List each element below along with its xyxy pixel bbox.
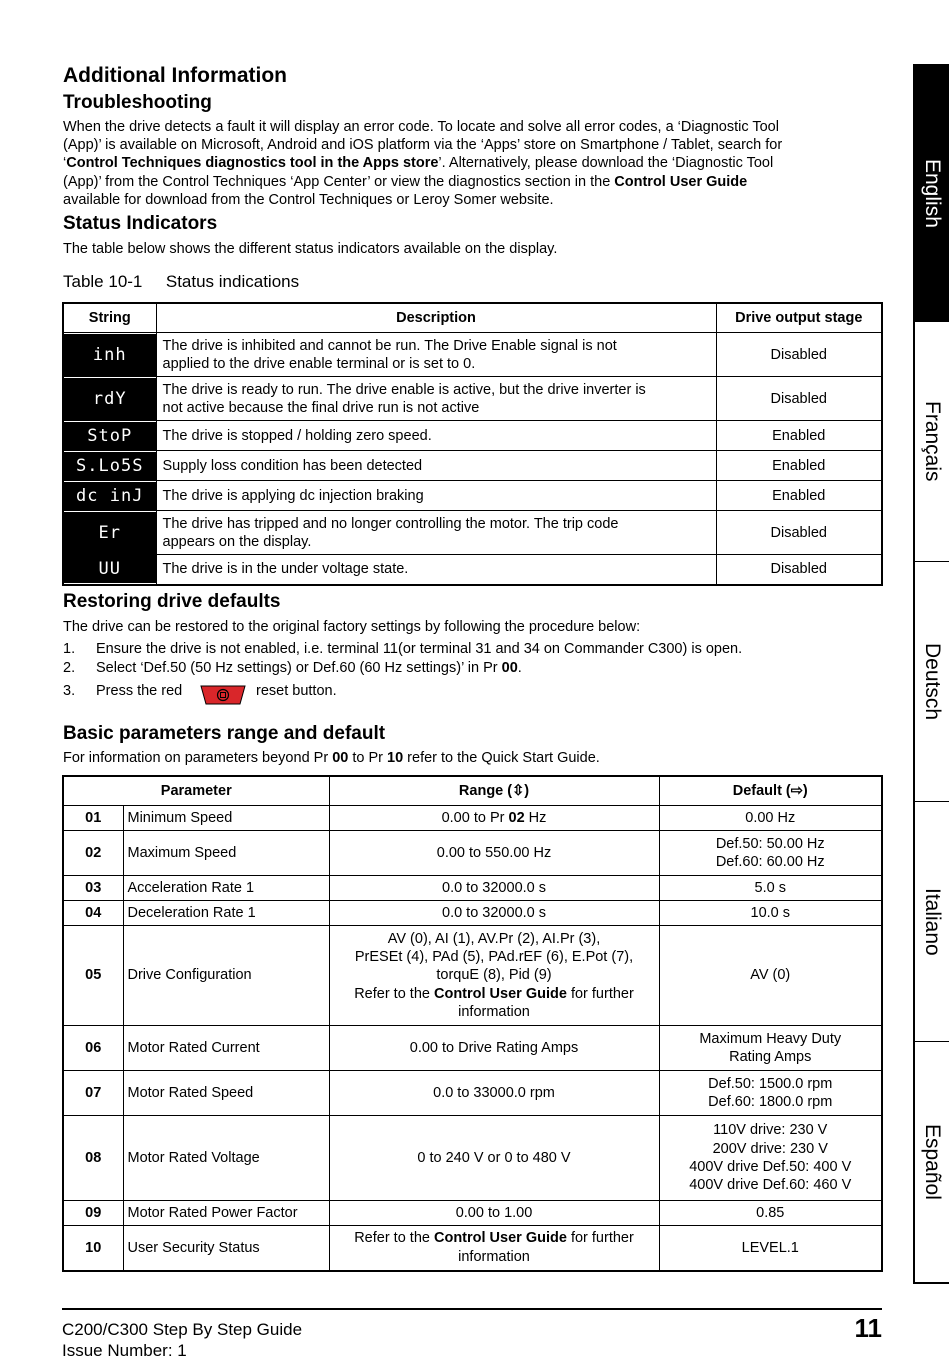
param-name: Drive Configuration (123, 926, 329, 1026)
status-description: Supply loss condition has been detected (162, 457, 423, 474)
param-default-line: Maximum Heavy Duty (699, 1030, 842, 1047)
status-description-cell (156, 555, 716, 585)
param-range (329, 901, 659, 926)
param-default (659, 1116, 882, 1201)
param-number: 02 (63, 831, 123, 876)
app-store-search-term: Control Techniques diagnostics tool in the Apps store (66, 155, 439, 172)
restore-step-number: 3. (63, 683, 76, 699)
status-string-cell (63, 451, 156, 481)
param-range (329, 876, 659, 901)
param-range (329, 926, 659, 1026)
param-default (659, 806, 882, 831)
param-default-line: LEVEL.1 (741, 1239, 799, 1256)
param-range-line: PrESEt (4), PAd (5), PAd.rEF (6), E.Pot (7), (354, 949, 634, 966)
param-range-line: Refer to the Control User Guide for further (354, 985, 634, 1002)
header-default: Default (⇨) (659, 776, 882, 806)
status-table (62, 302, 883, 586)
header-string: String (63, 303, 156, 333)
param-default (659, 1026, 882, 1071)
lcd-display-code: S.Lo5S (64, 452, 156, 480)
param-default-line: Def.60: 1800.0 rpm (708, 1094, 833, 1110)
text: (App)’ from the Control Techniques ‘App Center’ or view the diagnostics section in the (63, 173, 615, 190)
param-range (329, 1201, 659, 1226)
table-header-row (63, 303, 882, 333)
header-range: Range (⇳) (329, 776, 659, 806)
status-description-cell (156, 451, 716, 481)
param-range-line: 0.00 to 550.00 Hz (436, 844, 552, 861)
restore-step-2 (96, 659, 522, 677)
header-output-stage: Drive output stage (716, 303, 882, 333)
param-range (329, 806, 659, 831)
status-string-cell (63, 555, 156, 585)
status-row (63, 555, 882, 585)
troubleshooting-line (63, 173, 893, 191)
param-row (63, 1071, 882, 1116)
status-string-cell (63, 333, 156, 377)
param-range-line: 0.00 to 1.00 (455, 1204, 533, 1221)
status-row (63, 481, 882, 511)
language-tabs (913, 64, 949, 1284)
param-row (63, 831, 882, 876)
status-row (63, 511, 882, 555)
restore-step-3-suffix: reset button. (256, 683, 337, 699)
lcd-display-code: Er (64, 512, 156, 554)
control-user-guide-ref: Control User Guide (614, 173, 748, 190)
param-default (659, 876, 882, 901)
tab-italiano[interactable] (915, 802, 949, 1042)
param-name: Deceleration Rate 1 (123, 901, 329, 926)
param-default (659, 1226, 882, 1271)
status-description: The drive is in the under voltage state. (162, 561, 409, 578)
status-row (63, 421, 882, 451)
footer-issue: Issue Number: 1 (62, 1341, 187, 1360)
lcd-display-code: inh (64, 334, 156, 376)
param-range-line: 0 to 240 V or 0 to 480 V (417, 1149, 571, 1166)
param-range-line: 0.0 to 32000.0 s (442, 904, 546, 921)
param-default-line: Def.60: 60.00 Hz (715, 854, 825, 870)
param-range-line: 0.0 to 33000.0 rpm (433, 1084, 555, 1101)
troubleshooting-line: When the drive detects a fault it will display an error code. To locate and solve all error codes, a ‘Diagnostic Tool (63, 119, 779, 135)
status-intro: The table below shows the different status indicators available on the display. (63, 241, 558, 257)
parameter-ref: 10 (387, 750, 404, 766)
param-default (659, 1201, 882, 1226)
param-number: 03 (63, 876, 123, 901)
status-string-cell (63, 511, 156, 555)
restore-intro: The drive can be restored to the original factory settings by following the procedure below: (63, 619, 641, 635)
tab-label: Français (921, 401, 944, 482)
param-range-line: information (458, 1003, 530, 1020)
lcd-display-code: dc inJ (64, 482, 156, 510)
param-row (63, 1116, 882, 1201)
param-row (63, 806, 882, 831)
tab-label: Deutsch (921, 642, 944, 721)
status-description: The drive is stopped / holding zero speed. (162, 427, 432, 444)
param-range-line: 0.00 to Pr 02 Hz (441, 809, 547, 826)
status-description: The drive is ready to run. The drive enable is active, but the drive inverter is (162, 381, 646, 398)
tab-label: Español (921, 1123, 944, 1200)
status-description: appears on the display. (162, 533, 312, 550)
lcd-display-code: StoP (64, 422, 156, 450)
status-description-cell (156, 511, 716, 555)
param-row (63, 1201, 882, 1226)
param-name: Motor Rated Speed (123, 1071, 329, 1116)
param-number: 10 (63, 1226, 123, 1271)
param-default-line: Def.50: 1500.0 rpm (708, 1075, 833, 1092)
param-number: 05 (63, 926, 123, 1026)
text: ’. Alternatively, please download the ‘Diagnostic Tool (438, 155, 774, 172)
param-number: 06 (63, 1026, 123, 1071)
parameter-ref: 00 (332, 750, 349, 766)
param-number: 08 (63, 1116, 123, 1201)
troubleshooting-line (63, 154, 893, 172)
param-range-line: torquE (8), Pid (9) (436, 967, 552, 984)
param-default-line: 400V drive Def.50: 400 V (689, 1159, 852, 1175)
param-default (659, 1071, 882, 1116)
lcd-display-code: UU (64, 555, 156, 583)
status-string-cell (63, 377, 156, 421)
param-default-line: 0.85 (756, 1204, 785, 1221)
param-number: 01 (63, 806, 123, 831)
status-row (63, 377, 882, 421)
tab-english[interactable] (915, 66, 949, 322)
param-range-line: information (458, 1248, 530, 1265)
status-string-cell (63, 421, 156, 451)
status-output-stage: Enabled (716, 421, 882, 451)
tab-deutsch[interactable] (915, 562, 949, 802)
param-number: 09 (63, 1201, 123, 1226)
param-name: Acceleration Rate 1 (123, 876, 329, 901)
param-default (659, 831, 882, 876)
param-name: Maximum Speed (123, 831, 329, 876)
param-name: Motor Rated Current (123, 1026, 329, 1071)
param-row (63, 926, 882, 1026)
text: . (517, 660, 522, 676)
status-output-stage: Disabled (716, 555, 882, 585)
table-caption (63, 272, 299, 292)
header-description: Description (156, 303, 716, 333)
status-output-stage: Enabled (716, 451, 882, 481)
param-default-line: 110V drive: 230 V (713, 1122, 828, 1139)
param-range (329, 1226, 659, 1271)
status-description: applied to the drive enable terminal or is set to 0. (162, 355, 476, 372)
param-number: 07 (63, 1071, 123, 1116)
troubleshooting-text (63, 118, 893, 209)
param-range-line: Refer to the Control User Guide for further (354, 1230, 634, 1247)
text: Select ‘Def.50 (50 Hz settings) or Def.60 (60 Hz settings)’ in Pr (96, 660, 502, 676)
status-description: The drive has tripped and no longer controlling the motor. The trip code (162, 515, 619, 532)
troubleshooting-line: available for download from the Control Techniques or Leroy Somer website. (63, 191, 554, 208)
text: refer to the Quick Start Guide. (403, 750, 600, 766)
param-default-line: 5.0 s (754, 879, 786, 896)
param-name: Minimum Speed (123, 806, 329, 831)
basic-params-table (62, 775, 883, 1272)
restore-step-number: 2. (63, 660, 76, 676)
status-output-stage: Disabled (716, 377, 882, 421)
restore-step-number: 1. (63, 641, 76, 657)
param-default-line: 10.0 s (750, 904, 790, 921)
param-range-line: AV (0), AI (1), AV.Pr (2), AI.Pr (3), (387, 930, 601, 947)
param-default-line: 400V drive Def.60: 460 V (689, 1177, 852, 1194)
table-title: Status indications (165, 272, 300, 291)
table-header-row (63, 776, 882, 806)
param-range (329, 1116, 659, 1201)
status-output-stage: Disabled (716, 333, 882, 377)
basic-params-intro (63, 749, 600, 767)
param-number: 04 (63, 901, 123, 926)
restore-step-1: Ensure the drive is not enabled, i.e. terminal 11(or terminal 31 and 34 on Commander C300) is open. (96, 641, 743, 657)
param-range (329, 1071, 659, 1116)
param-row (63, 901, 882, 926)
status-output-stage: Disabled (716, 511, 882, 555)
tab-espanol[interactable] (915, 1042, 949, 1281)
parameter-ref: 00 (501, 660, 518, 676)
param-name: Motor Rated Voltage (123, 1116, 329, 1201)
status-description: The drive is inhibited and cannot be run. The Drive Enable signal is not (162, 337, 617, 354)
tab-label: Italiano (921, 887, 944, 956)
text: ‘ (63, 155, 67, 172)
param-name: User Security Status (123, 1226, 329, 1271)
footer-rule (62, 1308, 882, 1310)
stop-reset-button-icon (200, 685, 246, 705)
param-default-line: 0.00 Hz (745, 809, 796, 826)
text: For information on parameters beyond Pr (63, 750, 333, 766)
tab-francais[interactable] (915, 322, 949, 562)
status-description: The drive is applying dc injection braking (162, 487, 424, 504)
status-description-cell (156, 481, 716, 511)
param-default-line: AV (0) (750, 967, 791, 984)
status-description: not active because the final drive run is not active (162, 399, 480, 416)
text: to Pr (348, 750, 388, 766)
param-default-line: 200V drive: 230 V (712, 1140, 828, 1157)
param-default-line: Rating Amps (729, 1049, 812, 1065)
param-range (329, 831, 659, 876)
status-row (63, 333, 882, 377)
param-range-line: 0.00 to Drive Rating Amps (409, 1039, 579, 1056)
param-default (659, 926, 882, 1026)
param-range-line: 0.0 to 32000.0 s (442, 879, 546, 896)
page-number: 11 (854, 1313, 882, 1343)
lcd-display-code: rdY (64, 378, 156, 420)
param-default-line: Def.50: 50.00 Hz (715, 835, 825, 852)
header-parameter: Parameter (63, 776, 329, 806)
page-title: Additional Information (63, 64, 287, 87)
status-description-cell (156, 421, 716, 451)
basic-params-heading: Basic parameters range and default (63, 723, 386, 744)
troubleshooting-line: (App)’ is available on Microsoft, Android and iOS platform via the ‘Apps’ store on Smartphone / Tablet, search for (63, 137, 783, 154)
tab-label: English (921, 159, 944, 228)
param-name: Motor Rated Power Factor (123, 1201, 329, 1226)
status-description-cell (156, 333, 716, 377)
restore-step-3-label: Press the red (96, 683, 183, 699)
restore-heading: Restoring drive defaults (63, 591, 281, 612)
status-row (63, 451, 882, 481)
table-number: Table 10-1 (63, 272, 143, 291)
troubleshooting-heading: Troubleshooting (63, 92, 212, 113)
param-row (63, 876, 882, 901)
param-default (659, 901, 882, 926)
status-indicators-heading: Status Indicators (63, 213, 218, 234)
status-string-cell (63, 481, 156, 511)
footer-guide-title: C200/C300 Step By Step Guide (62, 1320, 303, 1339)
param-row (63, 1226, 882, 1271)
status-description-cell (156, 377, 716, 421)
param-range (329, 1026, 659, 1071)
status-output-stage: Enabled (716, 481, 882, 511)
param-row (63, 1026, 882, 1071)
